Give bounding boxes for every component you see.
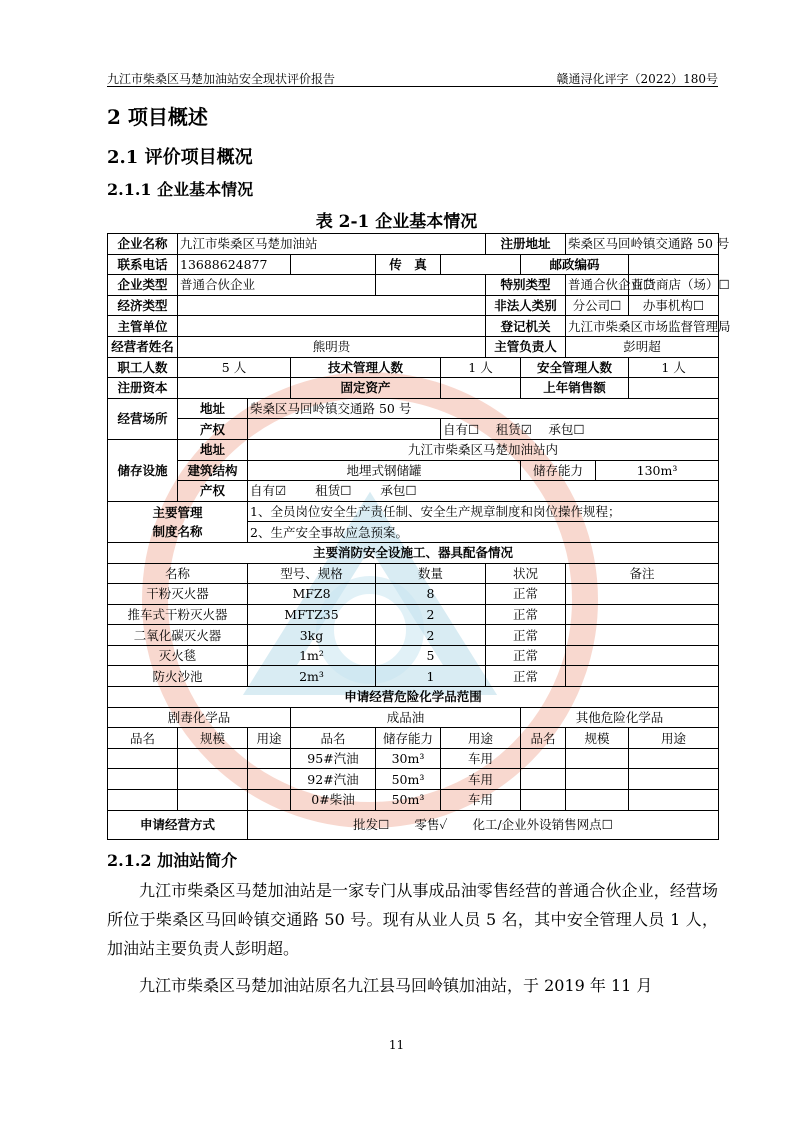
label-supervisor: 主管单位 <box>108 316 178 337</box>
oil-name: 92#汽油 <box>291 769 376 790</box>
site-property-own: 自有☐ <box>443 421 480 437</box>
label-business-mode: 申请经营方式 <box>108 810 248 839</box>
label-storage-address: 地址 <box>178 439 248 460</box>
fire-item-status: 正常 <box>486 604 566 625</box>
fire-item-remark <box>566 625 719 646</box>
fire-item-model: 3kg <box>248 625 376 646</box>
fire-header-model: 型号、规格 <box>248 563 376 584</box>
label-rules-line-1: 主要管理 <box>152 504 203 520</box>
storage-structure: 地埋式钢储罐 <box>248 460 521 481</box>
table-row <box>108 625 719 646</box>
fire-header-name: 名称 <box>108 563 248 584</box>
page-number: 11 <box>388 1038 405 1052</box>
site-property-lease: 租赁☑ <box>495 421 532 437</box>
postcode <box>629 254 719 275</box>
business-mode: 批发☐ 零售✓ 化工/企业外设销售网点☐ <box>248 810 719 839</box>
fire-item-remark <box>566 604 719 625</box>
label-storage-property: 产权 <box>178 481 248 502</box>
label-manager: 经营者姓名 <box>108 336 178 357</box>
fire-item-qty: 5 <box>376 645 486 666</box>
phone: 13688624877 <box>178 254 291 275</box>
chem-section-title: 申请经营危险化学品范围 <box>108 687 719 708</box>
tech: 1 人 <box>441 357 521 378</box>
chem-group-toxic: 剧毒化学品 <box>108 707 291 728</box>
label-safety: 安全管理人数 <box>521 357 629 378</box>
special-type-2: 百货商店（场）☐ <box>629 275 719 296</box>
label-reg-org: 登记机关 <box>486 316 566 337</box>
site-property <box>441 419 719 440</box>
fire-item-name: 灭火毯 <box>108 645 248 666</box>
label-fax: 传 真 <box>376 254 441 275</box>
fire-item-qty: 2 <box>376 604 486 625</box>
label-site: 经营场所 <box>108 398 178 439</box>
label-capital: 注册资本 <box>108 378 178 399</box>
site-address: 柴桑区马回岭镇交通路 50 号 <box>248 398 719 419</box>
label-econ-type: 经济类型 <box>108 295 178 316</box>
nonlegal-1: 分公司☐ <box>566 295 629 316</box>
chem-sub-header: 用途 <box>441 728 521 749</box>
enterprise-name: 九江市柴桑区马楚加油站 <box>178 234 486 255</box>
special-type-1: 普通合伙企业☐ <box>566 275 629 296</box>
label-site-property: 产权 <box>178 419 248 440</box>
label-rules-line-2: 制度名称 <box>152 523 203 539</box>
storage-address: 九江市柴桑区马楚加油站内 <box>248 439 719 460</box>
chem-sub-header: 品名 <box>108 728 178 749</box>
storage-property-lease: 租赁☐ <box>315 483 352 499</box>
sales <box>629 378 719 399</box>
chem-group-oil: 成品油 <box>291 707 521 728</box>
supervisor <box>178 316 486 337</box>
label-principal: 主管负责人 <box>486 336 566 357</box>
fire-item-remark <box>566 584 719 605</box>
reg-address: 柴桑区马回岭镇交通路 50 号 <box>566 234 719 255</box>
chem-sub-header: 用途 <box>629 728 719 749</box>
label-nonlegal: 非法人类别 <box>486 295 566 316</box>
running-header-report-no: 赣通浔化评字（2022）180号 <box>556 72 718 86</box>
staff: 5 人 <box>178 357 291 378</box>
oil-capacity: 50m³ <box>376 769 441 790</box>
label-enterprise-name: 企业名称 <box>108 234 178 255</box>
blank-cell <box>291 254 376 275</box>
label-reg-address: 注册地址 <box>486 234 566 255</box>
nonlegal-2: 办事机构☐ <box>629 295 719 316</box>
storage-capacity: 130m³ <box>596 460 719 481</box>
fire-item-model: MFZ8 <box>248 584 376 605</box>
chem-sub-header: 品名 <box>521 728 566 749</box>
label-postcode: 邮政编码 <box>521 254 629 275</box>
fire-item-name: 防火沙池 <box>108 666 248 687</box>
fax <box>441 254 521 275</box>
fire-item-name: 推车式干粉灭火器 <box>108 604 248 625</box>
fixed <box>441 378 521 399</box>
oil-capacity: 50m³ <box>376 790 441 811</box>
capital <box>178 378 291 399</box>
reg-org: 九江市柴桑区市场监督管理局 <box>566 316 719 337</box>
chem-group-other: 其他危险化学品 <box>521 707 719 728</box>
storage-property <box>248 481 719 502</box>
label-fixed: 固定资产 <box>291 378 441 399</box>
label-enterprise-type: 企业类型 <box>108 275 178 296</box>
label-rules <box>108 501 248 542</box>
oil-name: 0#柴油 <box>291 790 376 811</box>
fire-section-title: 主要消防安全设施工、器具配备情况 <box>108 542 719 563</box>
econ-type <box>178 295 486 316</box>
enterprise-info-table <box>107 233 731 840</box>
fire-item-qty: 2 <box>376 625 486 646</box>
fire-item-remark <box>566 645 719 666</box>
chem-sub-header: 储存能力 <box>376 728 441 749</box>
fire-item-model: 1m² <box>248 645 376 666</box>
rules-line-2: 2、生产安全事故应急预案。 <box>248 522 719 543</box>
chem-sub-header: 规模 <box>566 728 629 749</box>
table-caption: 表 2-1 企业基本情况 <box>315 212 478 232</box>
fire-header-status: 状况 <box>486 563 566 584</box>
header-rule <box>107 86 718 87</box>
label-storage: 储存设施 <box>108 439 178 501</box>
table-row <box>108 604 719 625</box>
label-staff: 职工人数 <box>108 357 178 378</box>
label-storage-structure: 建筑结构 <box>178 460 248 481</box>
fire-item-qty: 8 <box>376 584 486 605</box>
table-row <box>108 748 719 769</box>
oil-use: 车用 <box>441 769 521 790</box>
label-site-address: 地址 <box>178 398 248 419</box>
principal: 彭明超 <box>566 336 719 357</box>
chem-sub-header: 品名 <box>291 728 376 749</box>
storage-property-contract: 承包☐ <box>380 483 417 499</box>
label-tech: 技术管理人数 <box>291 357 441 378</box>
fire-item-status: 正常 <box>486 666 566 687</box>
fire-item-status: 正常 <box>486 584 566 605</box>
table-row <box>108 769 719 790</box>
intro-paragraph-2: 九江市柴桑区马楚加油站原名九江县马回岭镇加油站，于 2019 年 11 月 <box>139 976 653 995</box>
fire-item-model: 2m³ <box>248 666 376 687</box>
blank-cell <box>376 275 486 296</box>
enterprise-type: 普通合伙企业 <box>178 275 376 296</box>
oil-capacity: 30m³ <box>376 748 441 769</box>
safety: 1 人 <box>629 357 719 378</box>
running-header-title: 九江市柴桑区马楚加油站安全现状评价报告 <box>107 72 336 86</box>
fire-item-name: 干粉灭火器 <box>108 584 248 605</box>
table-row <box>108 666 719 687</box>
storage-property-own: 自有☑ <box>250 483 287 499</box>
manager: 熊明贵 <box>178 336 486 357</box>
table-row <box>108 584 719 605</box>
fire-header-remark: 备注 <box>566 563 719 584</box>
subsection-heading: 2.1.1 企业基本情况 <box>107 180 254 199</box>
chem-sub-header: 用途 <box>248 728 291 749</box>
label-special-type: 特别类型 <box>486 275 566 296</box>
fire-item-qty: 1 <box>376 666 486 687</box>
table-row <box>108 645 719 666</box>
label-phone: 联系电话 <box>108 254 178 275</box>
fire-item-model: MFTZ35 <box>248 604 376 625</box>
intro-paragraph-1: 九江市柴桑区马楚加油站是一家专门从事成品油零售经营的普通合伙企业，经营场所位于柴桑区马回岭镇交通路 50 号。现有从业人员 5 名，其中安全管理人员 1 人，加油站主要负责人彭明超。 <box>107 881 718 958</box>
fire-item-name: 二氧化碳灭火器 <box>108 625 248 646</box>
fire-header-qty: 数量 <box>376 563 486 584</box>
fire-item-status: 正常 <box>486 645 566 666</box>
label-sales: 上年销售额 <box>521 378 629 399</box>
oil-use: 车用 <box>441 748 521 769</box>
oil-use: 车用 <box>441 790 521 811</box>
oil-name: 95#汽油 <box>291 748 376 769</box>
fire-item-status: 正常 <box>486 625 566 646</box>
chem-sub-header: 规模 <box>178 728 248 749</box>
chapter-heading: 2 项目概述 <box>107 105 208 129</box>
site-property-contract: 承包☐ <box>548 421 585 437</box>
section-heading: 2.1 评价项目概况 <box>107 147 253 168</box>
rules-line-1: 1、全员岗位安全生产责任制、安全生产规章制度和岗位操作规程； <box>248 501 719 522</box>
fire-item-remark <box>566 666 719 687</box>
label-storage-capacity: 储存能力 <box>521 460 596 481</box>
blank-cell <box>248 419 441 440</box>
intro-heading: 2.1.2 加油站简介 <box>107 851 238 870</box>
table-row <box>108 790 719 811</box>
